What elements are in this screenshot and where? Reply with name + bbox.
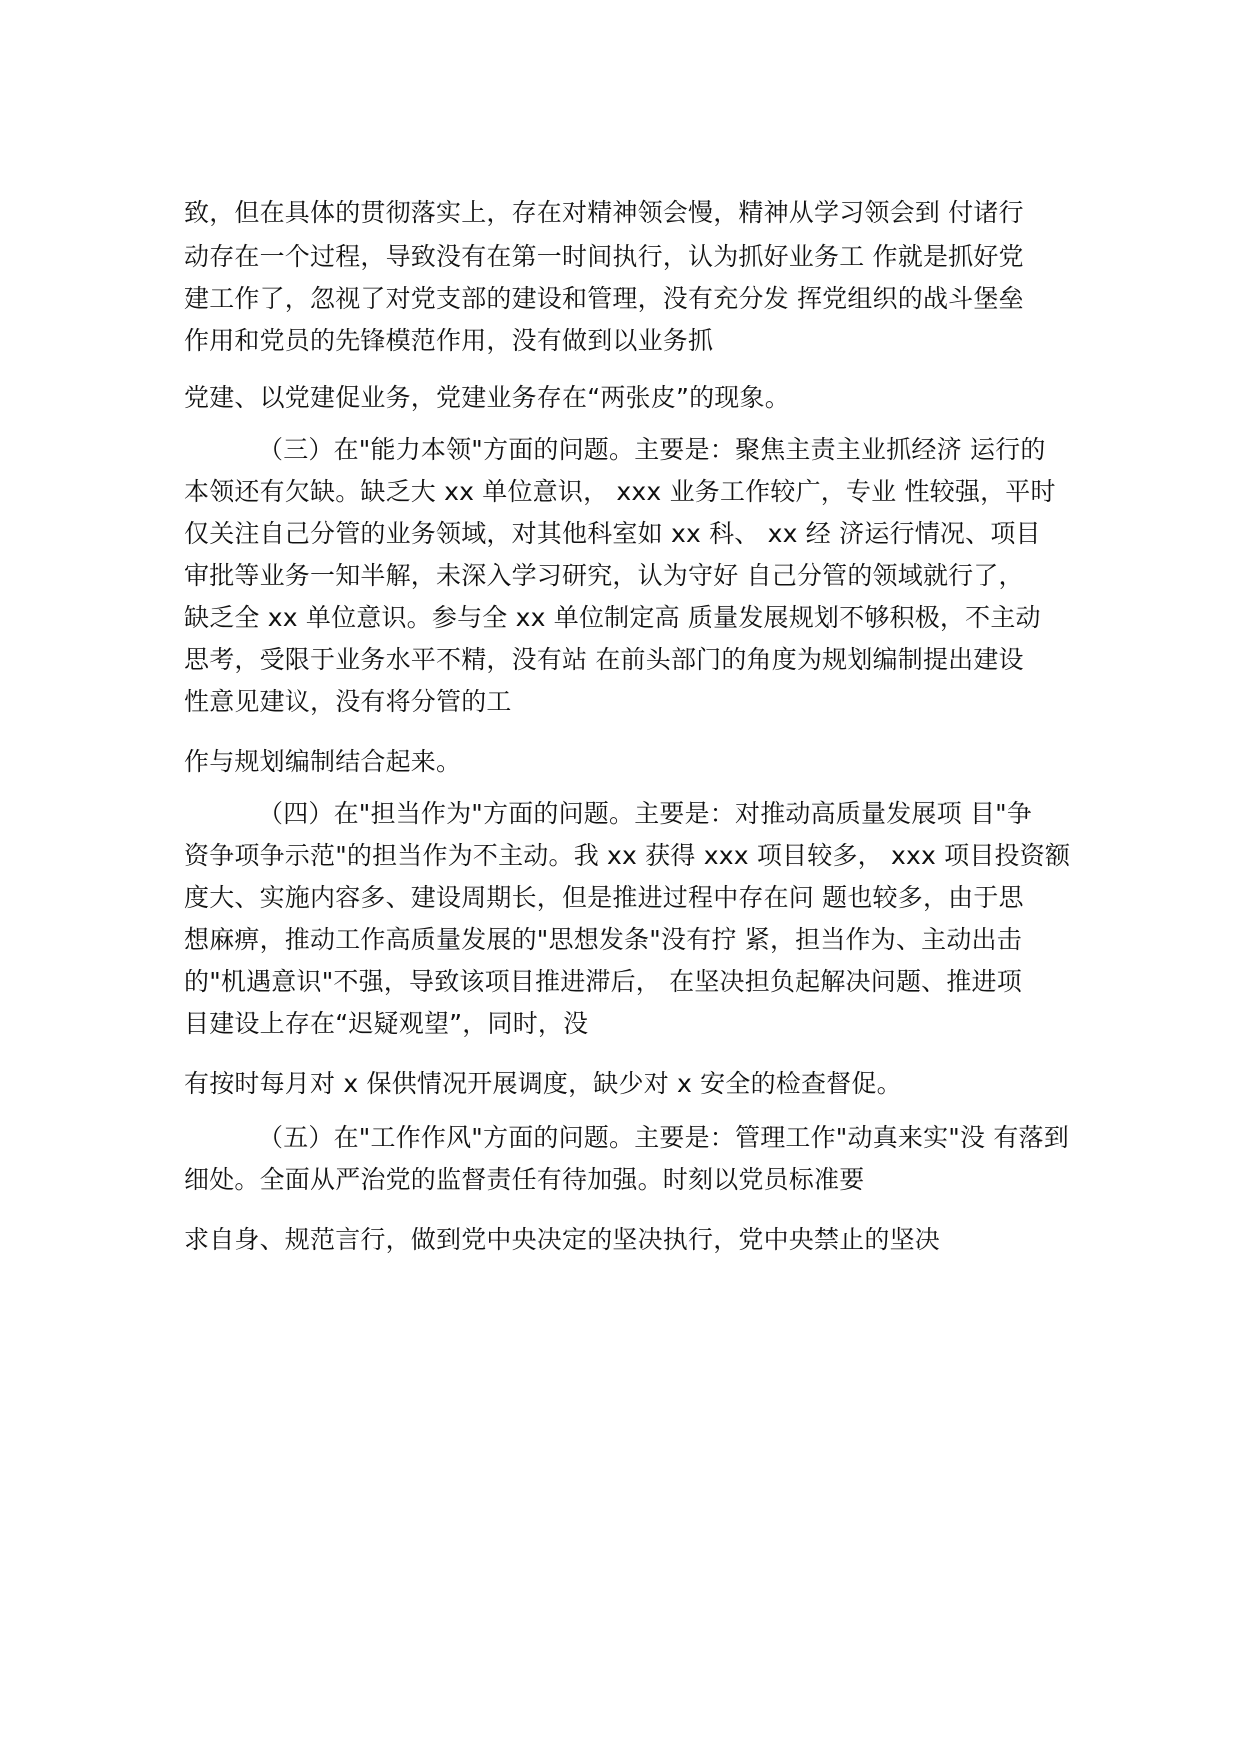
text-line: 细处。全面从严治党的监督责任有待加强。时刻以党员标准要 [184,1165,865,1194]
text-line: 资争项争示范"的担当作为不主动。我 xx 获得 xxx 项目较多， xxx 项目投资额 [184,841,1071,870]
text-line: 想麻痹，推动工作高质量发展的"思想发条"没有拧 紧，担当作为、主动出击 [184,925,1022,954]
paragraph-heading-line: （五）在"工作作风"方面的问题。主要是：管理工作"动真来实"没 有落到 [258,1123,1069,1152]
text-line: 党建、以党建促业务，党建业务存在“两张皮”的现象。 [184,383,790,412]
text-line: 审批等业务一知半解，未深入学习研究，认为守好 自己分管的领域就行了， [184,561,1024,590]
text-line: 思考，受限于业务水平不精，没有站 在前头部门的角度为规划编制提出建设 [184,645,1024,674]
text-line: 作与规划编制结合起来。 [184,747,462,776]
text-line: 动存在一个过程，导致没有在第一时间执行，认为抓好业务工 作就是抓好党 [184,242,1024,271]
text-line: 求自身、规范言行，做到党中央决定的坚决执行，党中央禁止的坚决 [184,1225,941,1254]
text-line: 致，但在具体的贯彻落实上，存在对精神领会慢，精神从学习领会到 付诸行 [184,198,1024,227]
text-line: 缺乏全 xx 单位意识。参与全 xx 单位制定高 质量发展规划不够积极，不主动 [184,603,1041,632]
text-line: 本领还有欠缺。缺乏大 xx 单位意识， xxx 业务工作较广，专业 性较强，平时 [184,477,1056,506]
text-line: 目建设上存在“迟疑观望”，同时，没 [184,1009,589,1038]
paragraph-heading-line: （三）在"能力本领"方面的问题。主要是：聚焦主责主业抓经济 运行的 [258,435,1046,464]
text-line: 仅关注自己分管的业务领域，对其他科室如 xx 科、 xx 经 济运行情况、项目 [184,519,1041,548]
text-line: 作用和党员的先锋模范作用，没有做到以业务抓 [184,326,714,355]
text-line: 有按时每月对 x 保供情况开展调度，缺少对 x 安全的检查督促。 [184,1069,902,1098]
text-line: 度大、实施内容多、建设周期长，但是推进过程中存在问 题也较多，由于思 [184,883,1024,912]
text-line: 的"机遇意识"不强，导致该项目推进滞后， 在坚决担负起解决问题、推进项 [184,967,1022,996]
text-line: 建工作了，忽视了对党支部的建设和管理，没有充分发 挥党组织的战斗堡垒 [184,284,1024,313]
text-line: 性意见建议，没有将分管的工 [184,687,512,716]
paragraph-heading-line: （四）在"担当作为"方面的问题。主要是：对推动高质量发展项 目"争 [258,799,1033,828]
